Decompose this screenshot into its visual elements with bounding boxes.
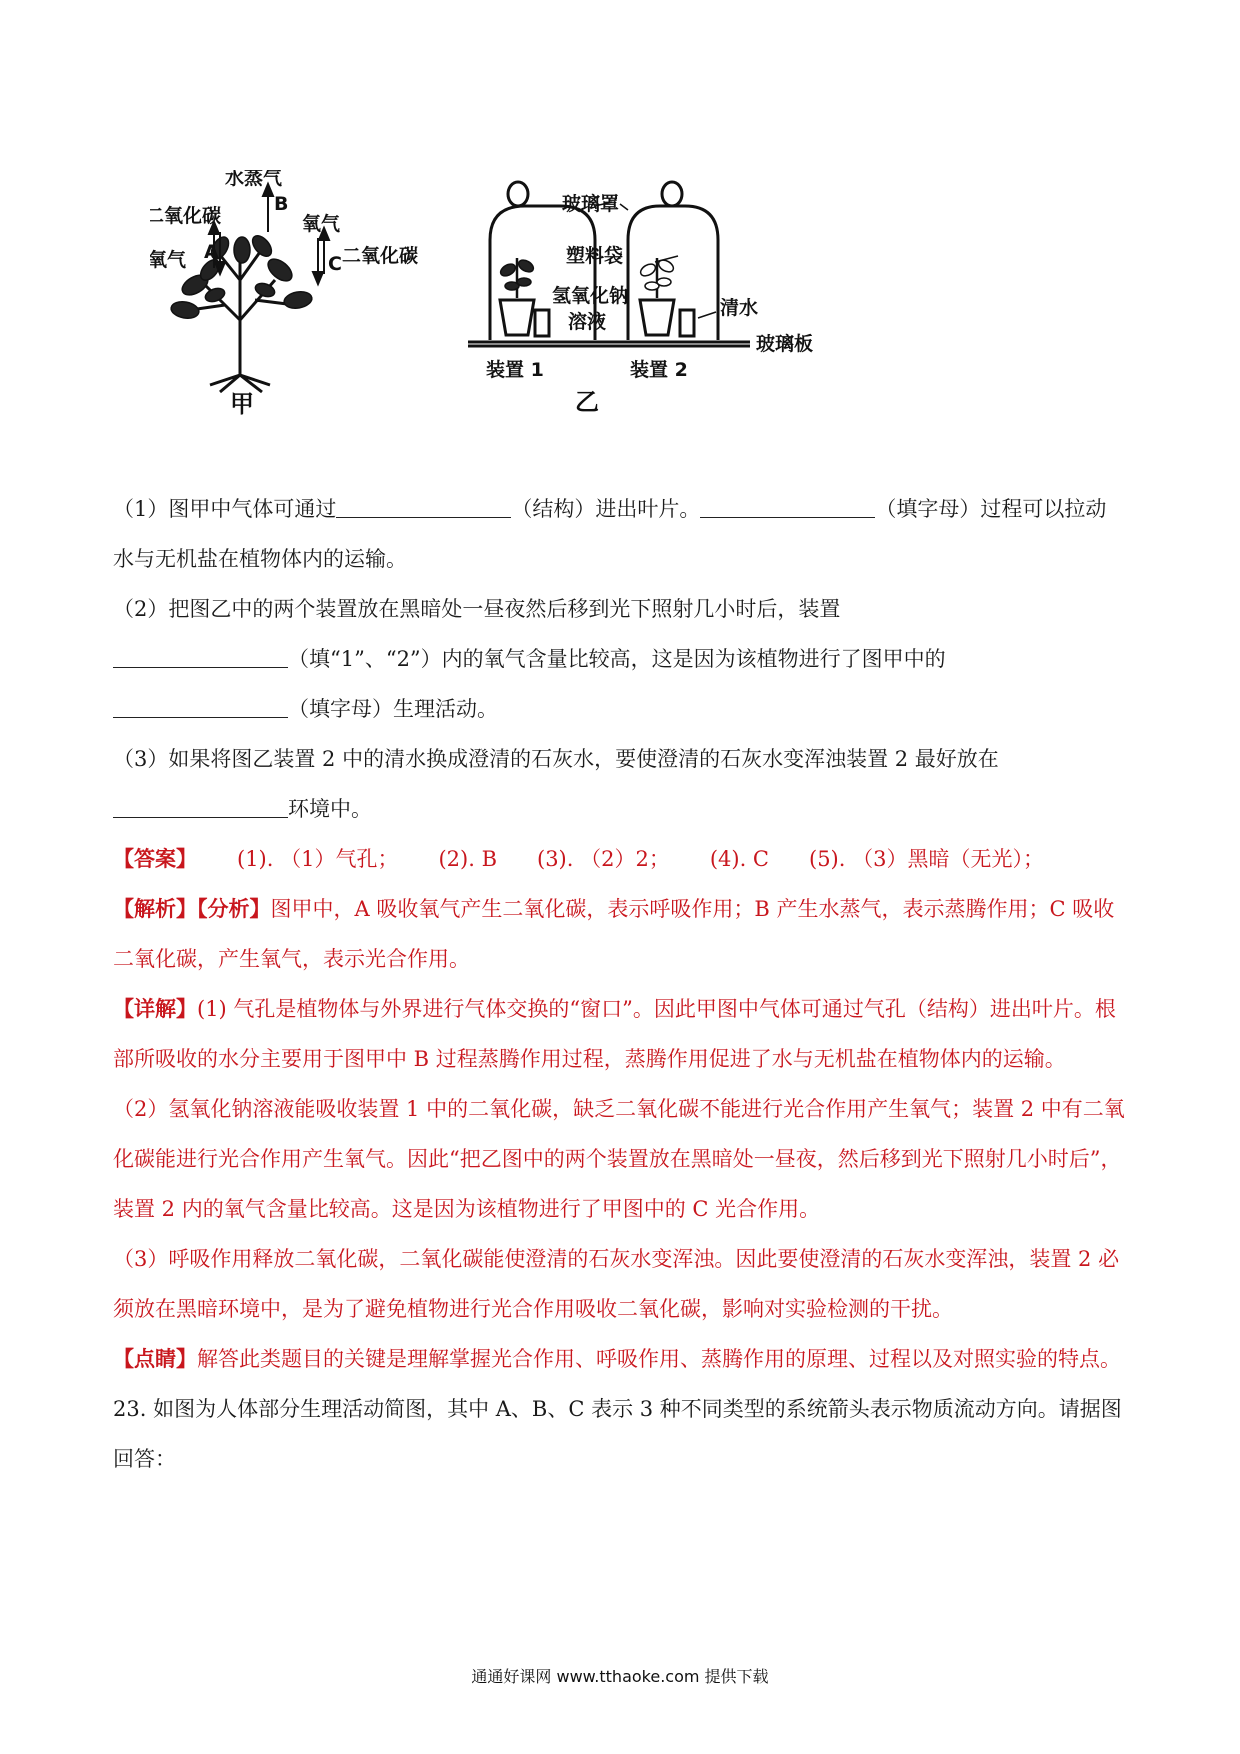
- q2-part-b: （填“1”、“2”）内的氧气含量比较高，这是因为该植物进行了图甲中的: [288, 647, 946, 671]
- blank-q3-1[interactable]: [113, 795, 288, 818]
- comment-text: 解答此类题目的关键是理解掌握光合作用、呼吸作用、蒸腾作用的原理、过程以及对照实验的特点。: [197, 1347, 1121, 1371]
- detail-paragraph-1: [113, 984, 1128, 1084]
- caption-yi: 乙: [575, 388, 599, 416]
- question-2-line3: [113, 684, 1128, 734]
- answer-item: (1). （1）气孔；: [237, 847, 399, 871]
- label-naoh-1: 氢氧化钠: [552, 285, 629, 307]
- jar-2-knob: [662, 182, 682, 206]
- label-device-2: 装置 2: [630, 359, 688, 381]
- question-1-cont: 水与无机盐在植物体内的运输。: [113, 547, 407, 571]
- label-o2-left: 氧气: [150, 249, 187, 271]
- question-23: 23. 如图为人体部分生理活动简图，其中 A、B、C 表示 3 种不同类型的系统箭头表示物质流动方向。请据图回答：: [113, 1397, 1122, 1471]
- blank-q2-2[interactable]: [113, 695, 288, 718]
- answer-item: (3). （2）2；: [537, 847, 670, 871]
- pot-2: [640, 300, 674, 335]
- label-device-1: 装置 1: [486, 359, 544, 381]
- label-glass-plate: 玻璃板: [756, 333, 814, 355]
- q1-part-a: （1）图甲中气体可通过: [113, 497, 337, 521]
- answer-item: (4). C: [709, 847, 769, 871]
- pot-1: [500, 300, 534, 335]
- label-glass-cover: 玻璃罩: [562, 193, 620, 215]
- q1-part-c: （填字母）过程可以拉动: [875, 497, 1107, 521]
- letter-a: A: [204, 241, 219, 263]
- detail-paragraph-2: （2）氢氧化钠溶液能吸收装置 1 中的二氧化碳，缺乏二氧化碳不能进行光合作用产生氧气；装置 2 中有二氧化碳能进行光合作用产生氧气。因此“把乙图中的两个装置放在黑暗处一昼夜，然后移到光下照射几小时后”，装置 2 内的氧气含量比较高。这是因为该植物进行了甲图中的 C 光合作用。: [113, 1097, 1125, 1221]
- answer-line: [113, 834, 1128, 884]
- analysis-tag: 【解析】【分析】: [113, 896, 271, 921]
- analysis-text: 图甲中，A 吸收氧气产生二氧化碳，表示呼吸作用；B 产生水蒸气，表示蒸腾作用；C 吸收二氧化碳，产生氧气，表示光合作用。: [113, 897, 1115, 971]
- figure: [150, 170, 950, 470]
- label-plastic-bag: 塑料袋: [566, 245, 624, 267]
- q3-part-b: 环境中。: [288, 797, 372, 821]
- caption-jia: 甲: [230, 390, 254, 418]
- blank-q1-1[interactable]: [336, 495, 511, 518]
- letter-b: B: [274, 193, 289, 215]
- letter-c: C: [328, 253, 342, 275]
- comment-tag: 【点睛】: [113, 1346, 197, 1371]
- blank-q1-2[interactable]: [700, 495, 875, 518]
- label-water-vapor: 水蒸气: [225, 170, 283, 189]
- page-footer: 通通好课网 www.tthaoke.com 提供下载: [471, 1667, 769, 1686]
- detail-text-1: (1) 气孔是植物体与外界进行气体交换的“窗口”。因此甲图中气体可通过气孔（结构）进出叶片。根部所吸收的水分主要用于图甲中 B 过程蒸腾作用过程，蒸腾作用促进了水与无机盐在植物体内的运输。: [113, 997, 1116, 1071]
- figure-svg: [150, 170, 950, 470]
- analysis-paragraph: [113, 884, 1128, 984]
- comment-paragraph: [113, 1334, 1128, 1384]
- label-clear-water: 清水: [720, 297, 759, 319]
- detail-tag: 【详解】: [113, 996, 197, 1021]
- question-2: （2）把图乙中的两个装置放在黑暗处一昼夜然后移到光下照射几小时后，装置: [113, 597, 841, 621]
- jar-1-knob: [508, 182, 528, 206]
- plant-trunk: [210, 320, 270, 392]
- q2-part-c: （填字母）生理活动。: [288, 697, 498, 721]
- document-body: [113, 484, 1128, 1484]
- label-o2-right: 氧气: [302, 213, 341, 235]
- arrow-c-down-icon: [313, 272, 323, 284]
- detail-paragraph-3: （3）呼吸作用释放二氧化碳，二氧化碳能使澄清的石灰水变浑浊。因此要使澄清的石灰水变浑浊，装置 2 必须放在黑暗环境中，是为了避免植物进行光合作用吸收二氧化碳，影响对实验检测的干扰。: [113, 1247, 1120, 1321]
- question-3: （3）如果将图乙装置 2 中的清水换成澄清的石灰水，要使澄清的石灰水变浑浊装置 2 最好放在: [113, 747, 999, 771]
- blank-q2-1[interactable]: [113, 645, 288, 668]
- question-3-line2: [113, 784, 1128, 834]
- label-co2-left: 二氧化碳: [150, 205, 222, 227]
- q1-part-b: （结构）进出叶片。: [511, 497, 701, 521]
- label-co2-right: 二氧化碳: [342, 245, 419, 267]
- question-1: [113, 484, 1128, 534]
- beaker-naoh: [535, 310, 549, 336]
- answer-item: (2). B: [438, 847, 497, 871]
- answer-item: (5). （3）黑暗（无光）；: [809, 847, 1044, 871]
- beaker-water: [680, 310, 694, 336]
- answer-tag: 【答案】: [113, 846, 197, 871]
- question-2-line2: [113, 634, 1128, 684]
- label-naoh-2: 溶液: [568, 311, 607, 333]
